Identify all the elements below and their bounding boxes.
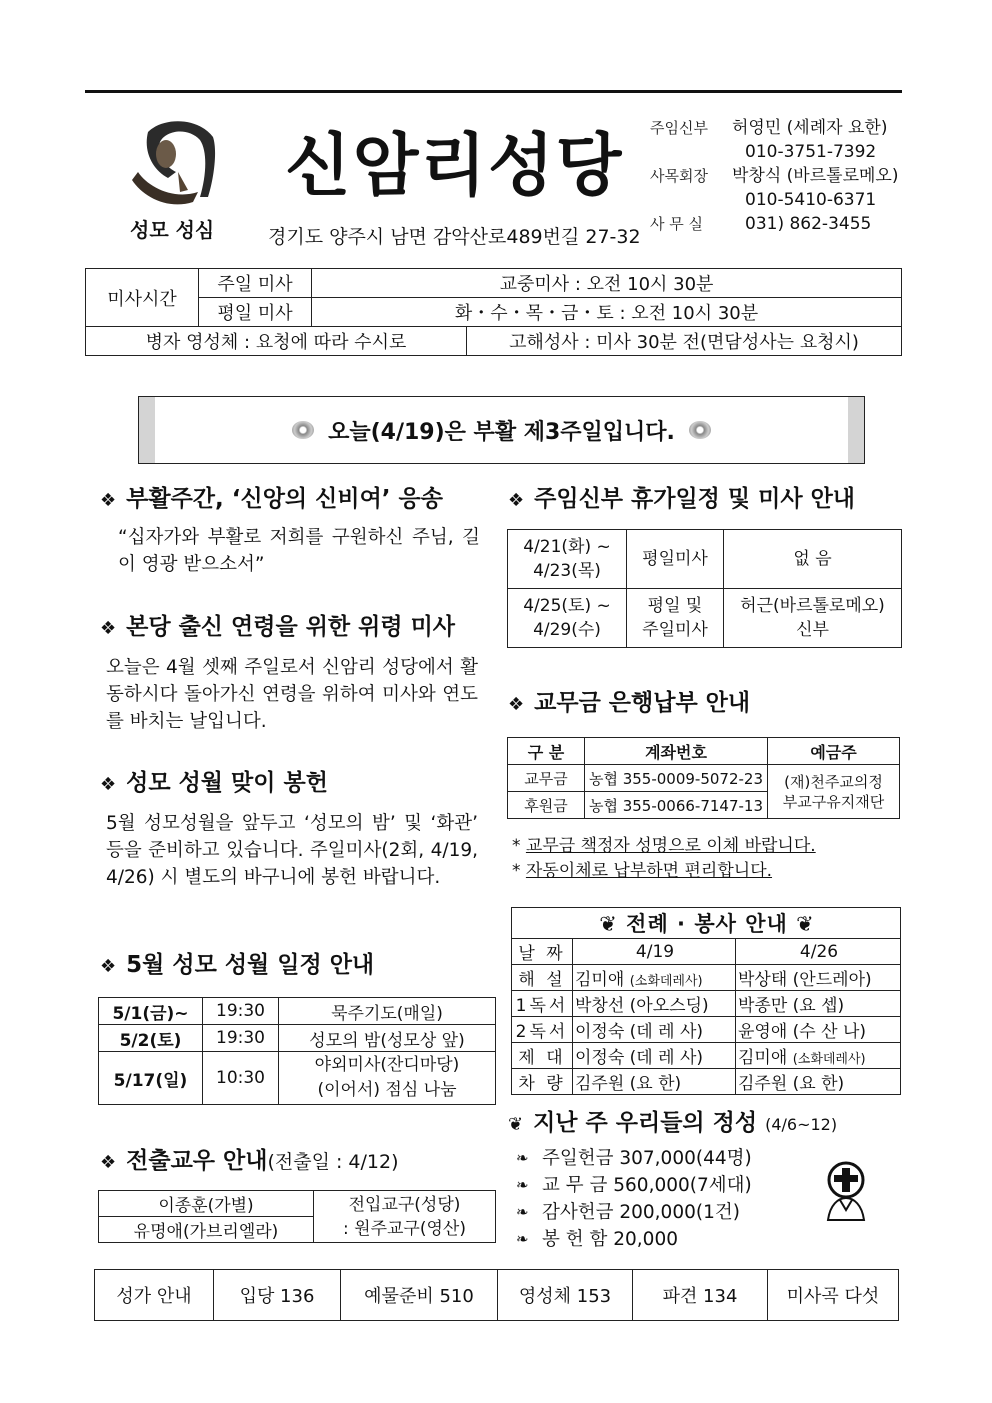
diamond-bullet-icon: ❖ — [508, 694, 525, 715]
liturgy-server: 김미애 (소화데레사) — [573, 965, 736, 991]
vacation-info: 없 음 — [724, 530, 902, 589]
bank-note: 교무금 책정자 성명으로 이체 바랍니다. — [525, 836, 816, 856]
seal-icon — [689, 421, 711, 439]
banner-text: 오늘(4/19)은 부활 제3주일입니다. — [328, 419, 675, 445]
memorial-heading: ❖ 본당 출신 연령을 위한 위령 미사 — [100, 614, 456, 640]
hand-bullet-icon: ❧ — [516, 1149, 529, 1167]
schedule-event: 야외미사(잔디마당) (이어서) 점심 나눔 — [279, 1052, 496, 1105]
schedule-event: 묵주기도(매일) — [279, 998, 496, 1025]
diamond-bullet-icon: ❖ — [100, 956, 117, 977]
transfer-person: 이종훈(가별) — [99, 1191, 314, 1217]
schedule-time: 19:30 — [203, 1025, 279, 1052]
table-row — [512, 991, 901, 1017]
liturgy-server: 이정숙 (데 레 사) — [573, 1043, 736, 1069]
bank-heading: ❖ 교무금 은행납부 안내 — [508, 690, 751, 716]
table-row — [512, 1069, 901, 1095]
schedule-date: 5/1(금)~ — [99, 998, 203, 1025]
parish-address: 경기도 양주시 남면 감악산로489번길 27-32 — [268, 226, 641, 248]
diamond-bullet-icon: ❖ — [100, 618, 117, 639]
schedule-time: 10:30 — [203, 1052, 279, 1105]
table-row — [508, 530, 902, 589]
vacation-period: 4/21(화) ~ 4/23(목) — [508, 530, 627, 589]
liturgy-role: 1독서 — [512, 991, 573, 1017]
liturgy-date-label: 날 짜 — [512, 939, 573, 965]
heart-icon: ❦ — [599, 912, 627, 936]
list-item: ❧ 봉 헌 함 20,000 — [516, 1226, 752, 1253]
hand-bullet-icon: ❧ — [516, 1203, 529, 1221]
weekday-mass-time: 화・수・목・금・토 : 오전 10시 30분 — [312, 298, 902, 327]
bank-note: 자동이체로 납부하면 편리합니다. — [525, 861, 773, 881]
vacation-type: 평일 및 주일미사 — [627, 589, 724, 648]
vacation-table — [507, 529, 902, 648]
diamond-bullet-icon: ❖ — [100, 1152, 117, 1173]
transfer-table — [98, 1190, 496, 1243]
pastor-label: 주임신부 — [650, 119, 708, 137]
vacation-type: 평일미사 — [627, 530, 724, 589]
liturgy-server: 김미애 (소화데레사) — [736, 1043, 901, 1069]
council-name: 박창식 (바르톨로메오) — [732, 166, 899, 186]
list-item: ❧ 주일헌금 307,000(44명) — [516, 1145, 752, 1172]
liturgy-server: 김주원 (요 한) — [573, 1069, 736, 1095]
bank-col-holder: 예금주 — [768, 738, 900, 765]
hymn-sending: 파견 134 — [633, 1270, 768, 1321]
vacation-period: 4/25(토) ~ 4/29(수) — [508, 589, 627, 648]
liturgy-server: 박상태 (안드레아) — [736, 965, 901, 991]
liturgy-server: 박창선 (아오스딩) — [573, 991, 736, 1017]
diamond-bullet-icon: ❖ — [100, 490, 117, 511]
sunday-banner — [138, 396, 865, 464]
liturgy-server: 이정숙 (데 레 사) — [573, 1017, 736, 1043]
table-row — [508, 765, 900, 792]
sacred-heart-logo — [118, 112, 228, 212]
table-row — [512, 1043, 901, 1069]
schedule-event: 성모의 밤(성모상 앞) — [279, 1025, 496, 1052]
office-label: 사 무 실 — [650, 215, 704, 233]
pastor-name: 허영민 (세례자 요한) — [732, 118, 888, 138]
schedule-date: 5/2(토) — [99, 1025, 203, 1052]
liturgy-role: 2독서 — [512, 1017, 573, 1043]
diamond-bullet-icon: ❖ — [100, 774, 117, 795]
may-offering-text: 5월 성모성월을 앞두고 ‘성모의 밤’ 및 ‘화관’ 등을 준비하고 있습니다. 주일미사(2회, 4/19, 4/26) 시 별도의 바구니에 봉헌 바랍니다. — [106, 813, 478, 888]
liturgy-server: 윤영애 (수 산 나) — [736, 1017, 901, 1043]
bank-col-account: 계좌번호 — [585, 738, 768, 765]
liturgy-role: 해 설 — [512, 965, 573, 991]
table-row — [512, 965, 901, 991]
memorial-text: 오늘은 4월 셋째 주일로서 신암리 성당에서 활동하시다 돌아가신 연령을 위하여 미사와 연도를 바치는 날입니다. — [106, 657, 478, 732]
liturgy-server: 김주원 (요 한) — [736, 1069, 901, 1095]
transfer-destination: 전입교구(성당) : 원주교구(영산) — [314, 1191, 496, 1243]
sunday-mass-label: 주일 미사 — [199, 269, 312, 298]
bank-col-kind: 구 분 — [508, 738, 585, 765]
list-item: ❧ 감사헌금 200,000(1건) — [516, 1199, 752, 1226]
transfer-person: 유명애(가브리엘라) — [99, 1217, 314, 1243]
may-schedule-heading: ❖ 5월 성모 성월 일정 안내 — [100, 952, 375, 978]
may-schedule-table — [98, 997, 496, 1105]
bank-kind: 후원금 — [508, 792, 585, 819]
pastor-phone: 010-3751-7392 — [745, 142, 877, 162]
heart-icon: ❦ — [508, 1114, 524, 1135]
easter-heading: ❖ 부활주간, ‘신앙의 신비여’ 응송 — [100, 486, 443, 512]
hymn-mass-setting: 미사곡 다섯 — [768, 1270, 899, 1321]
hymn-label: 성가 안내 — [95, 1270, 214, 1321]
liturgy-date: 4/26 — [736, 939, 901, 965]
hymn-communion: 영성체 153 — [498, 1270, 633, 1321]
heart-icon: ❦ — [787, 912, 815, 936]
liturgy-server: 박종만 (요 셉) — [736, 991, 901, 1017]
mass-label: 미사시간 — [86, 269, 199, 327]
hymn-entrance: 입당 136 — [214, 1270, 341, 1321]
hymn-offertory: 예물준비 510 — [341, 1270, 498, 1321]
seal-icon — [292, 421, 314, 439]
weekday-mass-label: 평일 미사 — [199, 298, 312, 327]
table-row — [512, 1017, 901, 1043]
header-rule — [85, 90, 902, 93]
office-phone: 031) 862-3455 — [745, 214, 872, 234]
liturgy-title: ❦ 전례 · 봉사 안내 ❦ — [512, 908, 901, 939]
table-row — [99, 998, 496, 1025]
liturgy-table — [511, 907, 901, 1095]
offering-list — [516, 1145, 752, 1253]
liturgy-role: 제 대 — [512, 1043, 573, 1069]
liturgy-role: 차 량 — [512, 1069, 573, 1095]
schedule-time: 19:30 — [203, 998, 279, 1025]
list-item: ❧ 교 무 금 560,000(7세대) — [516, 1172, 752, 1199]
schedule-date: 5/17(일) — [99, 1052, 203, 1105]
diamond-bullet-icon: ❖ — [508, 490, 525, 511]
praying-cross-icon — [820, 1160, 872, 1222]
bank-account: 농협 355-0066-7147-13 — [585, 792, 768, 819]
hand-bullet-icon: ❧ — [516, 1230, 529, 1248]
table-row — [508, 589, 902, 648]
sick-communion: 병자 영성체 : 요청에 따라 수시로 — [86, 327, 467, 356]
may-offering-heading: ❖ 성모 성월 맞이 봉헌 — [100, 770, 328, 796]
sunday-mass-time: 교중미사 : 오전 10시 30분 — [312, 269, 902, 298]
bank-table — [507, 737, 900, 819]
logo-caption: 성모 성심 — [130, 218, 215, 242]
bank-account: 농협 355-0009-5072-23 — [585, 765, 768, 792]
council-label: 사목회장 — [650, 167, 708, 185]
transfer-heading: ❖ 전출교우 안내(전출일 : 4/12) — [100, 1148, 399, 1174]
vacation-info: 허근(바르톨로메오) 신부 — [724, 589, 902, 648]
table-row — [99, 1052, 496, 1105]
parish-title: 신암리성당 — [285, 127, 624, 206]
table-row — [512, 939, 901, 965]
hymn-table — [94, 1269, 899, 1321]
easter-text: “십자가와 부활로 저희를 구원하신 주님, 길이 영광 받으소서” — [118, 527, 480, 575]
table-row — [99, 1025, 496, 1052]
council-phone: 010-5410-6371 — [745, 190, 877, 210]
contact-block — [650, 116, 898, 236]
bank-notes: * 교무금 책정자 성명으로 이체 바랍니다. * 자동이체로 납부하면 편리합니다. — [512, 836, 816, 881]
vacation-heading: ❖ 주임신부 휴가일정 및 미사 안내 — [508, 486, 856, 512]
liturgy-date: 4/19 — [573, 939, 736, 965]
mass-schedule-table — [85, 268, 902, 356]
hand-bullet-icon: ❧ — [516, 1176, 529, 1194]
offering-heading: ❦ 지난 주 우리들의 정성 (4/6~12) — [508, 1110, 838, 1136]
bank-kind: 교무금 — [508, 765, 585, 792]
bank-holder: (재)천주교의정 부교구유지재단 — [768, 765, 900, 819]
confession-info: 고해성사 : 미사 30분 전(면담성사는 요청시) — [466, 327, 901, 356]
